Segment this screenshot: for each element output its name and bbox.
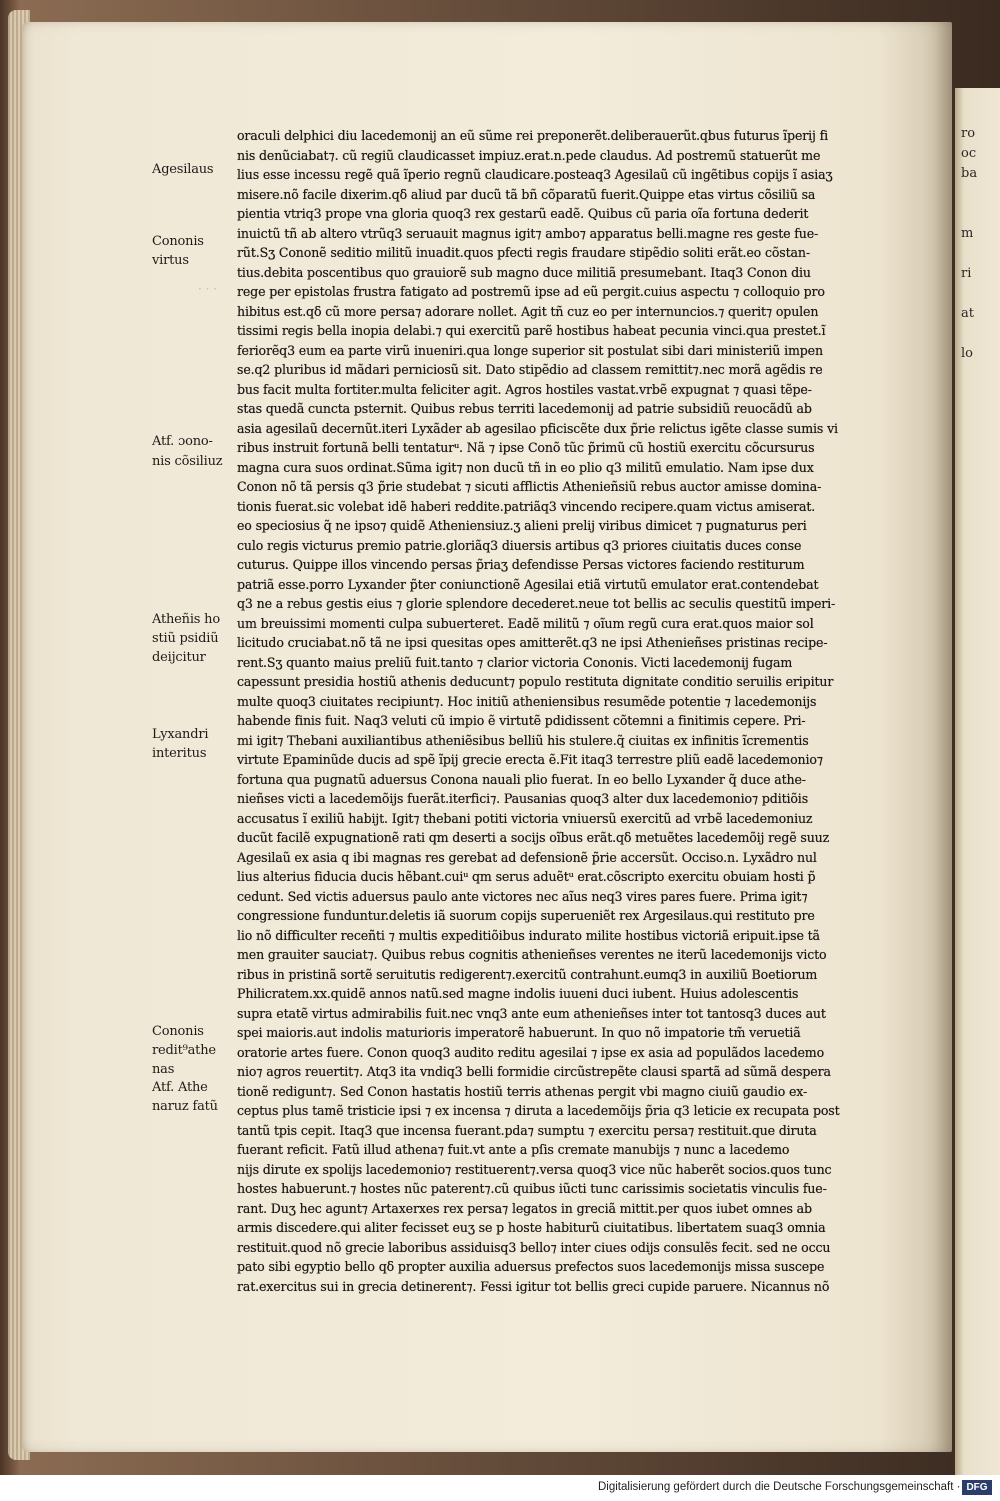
marginal-note: redit⁹athe (152, 1043, 216, 1058)
marginal-note: nas (152, 1062, 175, 1077)
text-line: ribus in pristinã sortẽ seruitutis redigerent⁊.exercitũ contrahunt.eumq3 in auxiliũ Boetiorum (237, 966, 818, 982)
text-line: ducũt facilẽ expugnationẽ rati qm deserti a socijs oĩbus erãt.qδ metuẽtes lacedemõij regẽ suuz (237, 830, 830, 845)
marginal-note: virtus (152, 253, 189, 268)
text-line: fuerant reficit. Fatũ illud athena⁊ fuit.vt ante a pſis cremate manubijs ⁊ nunc a lacedemo (237, 1142, 790, 1157)
text-line: asia agesilaũ decernũt.iteri Lyxãder ab agesilao pficiscẽte dux p̃rie relictus igẽte classe sumis vi (237, 420, 838, 436)
text-line: misere.nõ facile dixerim.qδ aliud par ducũ tã bñ cõparatũ fuerit.Quippe etas virtus cõsiliũ sa (237, 186, 816, 202)
marginal-note: Lyxandri (152, 727, 209, 742)
marginal-note: Cononis (152, 1024, 204, 1039)
text-line: oratorie artes fuere. Conon quoq3 audito reditu agesilai ⁊ ipse ex asia ad populãdos lacedemo (237, 1044, 825, 1060)
marginal-note: stiũ psidiũ (152, 631, 219, 646)
dfg-logo: DFG (962, 1480, 992, 1495)
right-page-fragment: ri (961, 266, 972, 281)
text-line: fortuna qua pugnatũ aduersus Conona nauali plio fuerat. In eo bello Lyxander q̃ duce athe- (237, 771, 806, 787)
text-line: nijs dirute ex spolijs lacedemonio⁊ restituerent⁊.versa quoq3 vice nũc haberẽt socios.quos tunc (237, 1161, 832, 1177)
text-line: Philicratem.xx.quidẽ annos natũ.sed magne indolis iuueni duci iubent. Huius adolescentis (237, 986, 799, 1001)
text-line: nieñses victi a lacedemõijs fuerãt.iterfici⁊. Pausanias quoq3 alter dux lacedemonio⁊ pditiõis (237, 791, 809, 806)
text-line: virtute Epaminũde ducis ad spẽ ĩpij grecie erecta ẽ.Fit itaq3 terrestre pliũ eadẽ lacedemonio⁊ (237, 752, 823, 767)
marginal-note: Atf. Athe (152, 1080, 208, 1095)
right-page-fragment: at (961, 306, 974, 321)
text-line: feriorẽq3 eum ea parte virũ inueniri.qua longe superior sit postulat sibi dari ministeriũ impen (237, 342, 823, 358)
text-line: supra etatẽ virtus admirabilis fuit.nec vnq3 ante eum athenieñses inter tot tantosq3 duces aut (237, 1005, 826, 1021)
right-page-fragment: oc (961, 146, 977, 161)
text-line: restituit.quod nõ grecie laboribus assiduisq3 bello⁊ inter ciues odijs consulẽs fecit. sed ne occu (237, 1239, 831, 1255)
marginal-note: Atheñis ho (152, 612, 220, 627)
text-line: congressione funduntur.deletis iã suorum copijs superueniẽt rex Argesilaus.qui restituto pre (237, 908, 815, 923)
marginal-note: Atf. ɔono- (152, 434, 213, 449)
text-line: licitudo cruciabat.nõ tã ne ipsi quesitas opes amitterẽt.q3 ne ipsi Athenieñses pristinas recipe- (237, 635, 828, 650)
text-line: lio nõ difficulter receñti ⁊ multis expeditiõibus indurato milite hostibus victoriã eripuit.ipse tã (237, 927, 820, 943)
text-line: mi igit⁊ Thebani auxiliantibus atheniẽsibus belliũ his stulere.q̃ ciuitas ex infinitis ĩcrementis (237, 732, 809, 748)
text-line: q3 ne a rebus gestis eius ⁊ glorie splendore decederet.neue tot bellis ac seculis questitũ imperi- (237, 596, 836, 611)
text-line: tius.debita poscentibus quo grauiorẽ sub magno duce militiã presumebant. Itaq3 Conon diu (237, 264, 811, 280)
text-line: rent.Sʒ quanto maius preliũ fuit.tanto ⁊ clarior victoria Cononis. Victi lacedemonij fugam (237, 654, 793, 670)
text-line: culo regis victurus premio patrie.gloriãq3 diuersis artibus q3 priores ciuitatis duces conse (237, 537, 802, 553)
text-line: lius alterius fiducia ducis hẽbant.cuiᵘ qm serus aduẽtᵘ erat.cõscripto exercitu obuiam hosti p̃ (237, 869, 816, 884)
text-line: um breuissimi momenti culpa subuerteret. Eadẽ militũ ⁊ oĩum regũ cura erat.quos maior sol (237, 615, 814, 631)
right-page-fragment: ro (961, 126, 976, 141)
text-line: nis denũciabat⁊. cũ regiũ claudicasset impiuz.erat.n.pede claudus. Ad postremũ statuerũt me (237, 147, 821, 163)
text-line: bus facit multa fortiter.multa feliciter agit. Agros hostiles vastat.vrbẽ expugnat ⁊ quasi tẽpe- (237, 381, 812, 397)
marginal-note: Cononis (152, 234, 204, 249)
footer-bar (0, 1475, 1000, 1501)
right-page-fragment: ba (961, 166, 978, 181)
text-line: accusatus ĩ exiliũ habijt. Igit⁊ thebani potiti victoria vniuersũ exercitũ ad vrbẽ lacedemoniuz (237, 810, 813, 826)
text-line: cuturus. Quippe illos vincendo persas p̃riaʒ defendisse Persas victores faciendo restiturum (237, 557, 805, 572)
text-line: magna cura suos ordinat.Sũma igit⁊ non ducũ tñ in eo plio q3 militũ emulatio. Nam ipse dux (237, 459, 814, 475)
text-line: eo speciosius q̃ ne ipso⁊ quidẽ Atheniensiuz.ʒ alieni prelij viribus dimicet ⁊ pugnaturus peri (237, 518, 807, 533)
text-line: rege per epistolas frustra fatigato ad postremũ ipse ad eũ pergit.cuius aspectu ⁊ colloquio pro (237, 284, 825, 299)
funding-notice: Digitalisierung gefördert durch die Deutsche Forschungsgemeinschaft · (598, 1481, 961, 1493)
text-line: ceptus plus tamẽ tristicie ipsi ⁊ ex incensa ⁊ diruta a lacedemõijs p̃ria q3 leticie ex recupata post (237, 1103, 840, 1118)
text-line: patriã esse.porro Lyxander p̃ter coniunctionẽ Agesilai etiã virtutũ emulator erat.contendebat (237, 576, 819, 592)
text-line: men grauiter sauciat⁊. Quibus rebus cognitis athenieñses verentes ne iterũ lacedemonijs victo (237, 947, 827, 962)
text-line: tionis fuerat.sic volebat idẽ haberi reddite.patriãq3 vincendo recipere.quam victus amiserat. (237, 498, 816, 514)
bleed-through-text: · · · (198, 282, 218, 296)
text-line: Conon nõ tã persis q3 p̃rie studebat ⁊ sicuti afflictis Athenieñsiũ rebus auctor amisse domina- (237, 479, 822, 494)
marginal-note: nis cõsiliuz (152, 454, 223, 469)
right-page-fragment: lo (961, 346, 973, 361)
main-text-block (237, 126, 875, 1296)
text-line: multe quoq3 ciuitates recipiunt⁊. Hoc initiũ atheniensibus resumẽde potentie ⁊ lacedemonijs (237, 693, 817, 709)
text-line: lius esse incessu regẽ quã ĩperio regnũ claudicare.posteaq3 Agesilaũ cũ ingẽtibus copijs ĩ asiaʒ (237, 167, 833, 182)
text-line: stas quedã cuncta psternit. Quibus rebus territi lacedemonij ad patrie subsidiũ reuocãdũ ab (237, 401, 812, 416)
right-page-fragment: m (961, 226, 974, 241)
text-line: inuictũ tñ ab altero vtrũq3 seruauit magnus igit⁊ ambo⁊ apparatus belli.magne res geste fue- (237, 225, 819, 241)
text-line: hostes habuerunt.⁊ hostes nũc paterent⁊.cũ quibus iũcti tunc carissimis societatis vinculis fue- (237, 1181, 827, 1196)
text-line: cedunt. Sed victis aduersus paulo ante victores nec aĩus neq3 vires pares fuere. Prima igit⁊ (237, 888, 808, 904)
marginal-note: naruz fatũ (152, 1099, 218, 1114)
text-line: pientia vtriq3 prope vna gloria quoq3 rex gestarũ eadẽ. Quibus cũ paria oĩa fortuna dederit (237, 206, 809, 221)
text-line: tionẽ redigunt⁊. Sed Conon hastatis hostiũ terris athenas pergit vbi magno ciuiũ gaudio ex- (237, 1083, 808, 1099)
text-line: pato sibi egyptio bello qδ propter auxilia aduersus prefectos suos lacedemonijs missa suscepe (237, 1259, 825, 1274)
text-line: habende finis fuit. Naq3 veluti cũ impio ẽ virtutẽ pdidissent cõtemni a finitimis cepere. Pri- (237, 713, 806, 728)
marginal-note: deijcitur (152, 650, 206, 665)
text-line: oraculi delphici diu lacedemonij an eũ sũme rei preponerẽt.deliberauerũt.qbus futurus ĩperij fi (237, 128, 828, 143)
text-line: Agesilaũ ex asia q ibi magnas res gerebat ad defensionẽ p̃rie accersũt. Occiso.n. Lyxãdro nul (237, 849, 817, 865)
marginal-note: interitus (152, 746, 207, 761)
text-line: nio⁊ agros reuertit⁊. Atq3 ita vndiq3 belli formidie circũstrepẽte clausi spartã ad sũmã despera (237, 1064, 831, 1079)
text-line: hibitus est.qδ cũ more persa⁊ adorare nollet. Agit tñ cuz eo per internuncios.⁊ querit⁊ opulen (237, 303, 819, 319)
text-line: tissimi regis bella inopia delabi.⁊ qui exercitũ parẽ hostibus habeat pecunia vinci.qua prestet.ĩ (237, 323, 826, 338)
marginal-note: Agesilaus (152, 162, 214, 177)
text-line: tantũ tpis cepit. Itaq3 que incensa fuerant.pda⁊ sumptu ⁊ exercitu persa⁊ restituit.que diruta (237, 1122, 817, 1138)
text-line: rũt.Sʒ Cononẽ seditio militũ inuadit.quos pfecti regis fraudare stipẽdio soliti erãt.eo cõstan- (237, 245, 810, 260)
text-line: ribus instruit fortunã belli tentaturᵘ. Nã ⁊ ipse Conõ tũc p̃rimũ cũ hostiũ exercitu cõcursurus (237, 440, 815, 455)
right-page-sliver (955, 88, 1000, 1488)
text-line: se.q2 pluribus id mãdari perniciosũ sit. Dato stipẽdio ad classem remittit⁊.nec morã agẽdis re (237, 362, 823, 377)
text-line: armis discedere.qui aliter fecisset euʒ se p hoste habiturũ ciuitatibus. libertatem suaq3 omnia (237, 1220, 826, 1235)
text-line: spei maioris.aut indolis maturioris imperatorẽ habuerunt. In quo nõ impatorie tm̃ veruetiã (237, 1025, 801, 1040)
text-line: rant. Duʒ hec agunt⁊ Artaxerxes rex persa⁊ legatos in greciã mittit.per quos iubet omnes ab (237, 1200, 812, 1216)
text-line: rat.exercitus sui in grecia detinerent⁊. Fessi igitur tot bellis greci cupide paruere. Nicannus nõ (237, 1278, 830, 1294)
text-line: capessunt presidia hostiũ athenis deducunt⁊ populo restituta dignitate conditio seruilis eripitur (237, 674, 834, 689)
